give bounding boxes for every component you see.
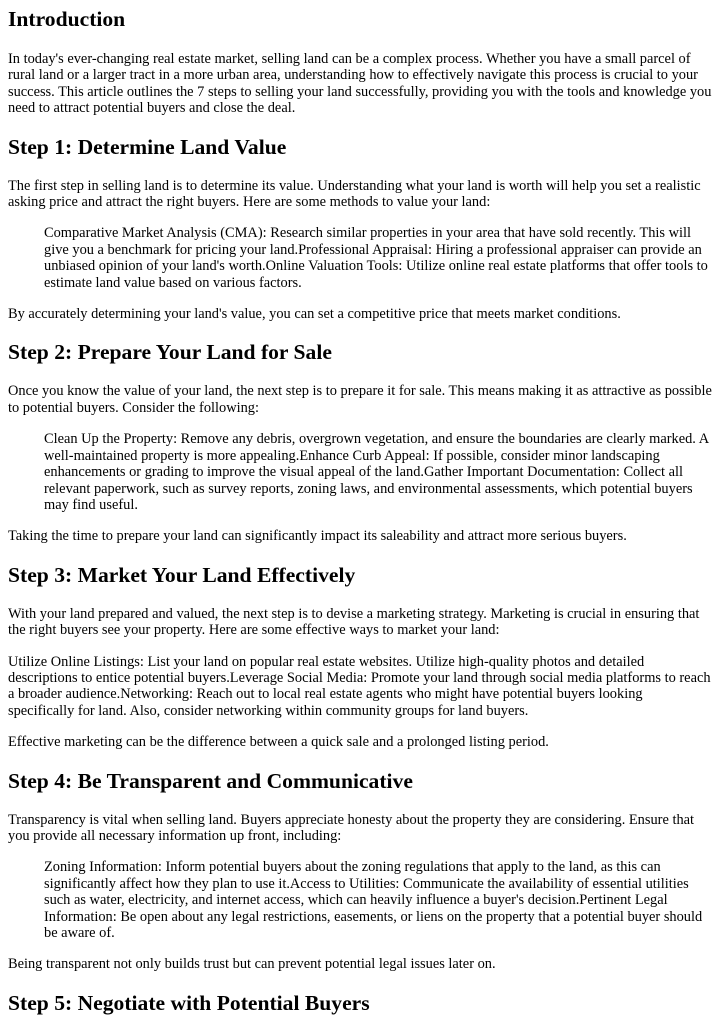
section-step-3: [8, 563, 712, 751]
heading-step-3: Step 3: Market Your Land Effectively: [8, 562, 356, 587]
introduction-paragraph: In today's ever-changing real estate market, selling land can be a complex process. Whether you have a small parcel of rural land or a larger tract in a more urban area, understanding how to effectively navigate this process is crucial to your success. This article outlines the 7 steps to selling your land successfully, providing you with the tools and knowledge you need to attract potential buyers and close the deal.: [8, 51, 712, 117]
heading-step-4: Step 4: Be Transparent and Communicative: [8, 768, 413, 793]
step-4-information: Zoning Information: Inform potential buyers about the zoning regulations that apply to the land, as this can significantly affect how they plan to use it.Access to Utilities: Communicate the availability of essential utilities such as water, electricity, and internet access, which can heavily influence a buyer's decision.Pertinent Legal Information: Be open about any legal restrictions, easements, or liens on the property that a potential buyer should be aware of.: [44, 859, 703, 941]
heading-step-2: Step 2: Prepare Your Land for Sale: [8, 340, 332, 365]
step-3-marketing-list: Utilize Online Listings: List your land on popular real estate websites. Utilize high-quality photos and detailed descriptions to entice potential buyers.Leverage Social Media: Promote your land through social media platforms to reach a broader audience.Networking: Reach out to local real estate agents who might have potential buyers looking specifically for land. Also, consider networking within community groups for land buyers.: [8, 653, 711, 719]
step-3-intro: With your land prepared and valued, the next step is to devise a marketing strategy. Marketing is crucial in ensuring that the right buyers see your property. Here are some effective ways to market your land:: [8, 605, 700, 639]
step-2-intro: Once you know the value of your land, the next step is to prepare it for sale. This means making it as attractive as possible to potential buyers. Consider the following:: [8, 383, 712, 416]
heading-introduction: Introduction: [8, 7, 126, 31]
step-4-intro: Transparency is vital when selling land. Buyers appreciate honesty about the property they are considering. Ensure that you provide all necessary information up front, including:: [8, 811, 695, 844]
step-2-tips: Clean Up the Property: Remove any debris, overgrown vegetation, and ensure the boundaries are clearly marked. A well-maintained property is more appealing.Enhance Curb Appeal: If possible, consider minor landscaping enhancements or grading to improve the visual appeal of the land.Gather Important Documentation: Collect all relevant paperwork, such as survey reports, zoning laws, and environmental assessments, which potential buyers may find useful.: [44, 431, 709, 513]
section-step-2: [8, 340, 712, 544]
step-1-methods: Comparative Market Analysis (CMA): Research similar properties in your area that have sold recently. This will give you a benchmark for pricing your land.Professional Appraisal: Hiring a professional appraiser can provide an unbiased opinion of your land's worth.Online Valuation Tools: Utilize online real estate platforms that offer tools to estimate land value based on various factors.: [44, 225, 708, 291]
step-4-outro: Being transparent not only builds trust but can prevent potential legal issues later on.: [8, 956, 496, 973]
section-introduction: [8, 0, 712, 117]
step-3-outro: Effective marketing can be the difference between a quick sale and a prolonged listing period.: [8, 734, 549, 751]
section-step-4: [8, 769, 712, 973]
step-1-intro: The first step in selling land is to determine its value. Understanding what your land is worth will help you set a realistic asking price and attract the right buyers. Here are some methods to value your land:: [8, 177, 701, 211]
heading-step-5: Step 5: Negotiate with Potential Buyers: [8, 990, 370, 1015]
step-2-outro: Taking the time to prepare your land can significantly impact its saleability and attract more serious buyers.: [8, 528, 627, 545]
step-1-outro: By accurately determining your land's value, you can set a competitive price that meets market conditions.: [8, 306, 621, 323]
section-step-5: [8, 991, 712, 1016]
heading-step-1: Step 1: Determine Land Value: [8, 134, 287, 159]
section-step-1: [8, 135, 712, 323]
